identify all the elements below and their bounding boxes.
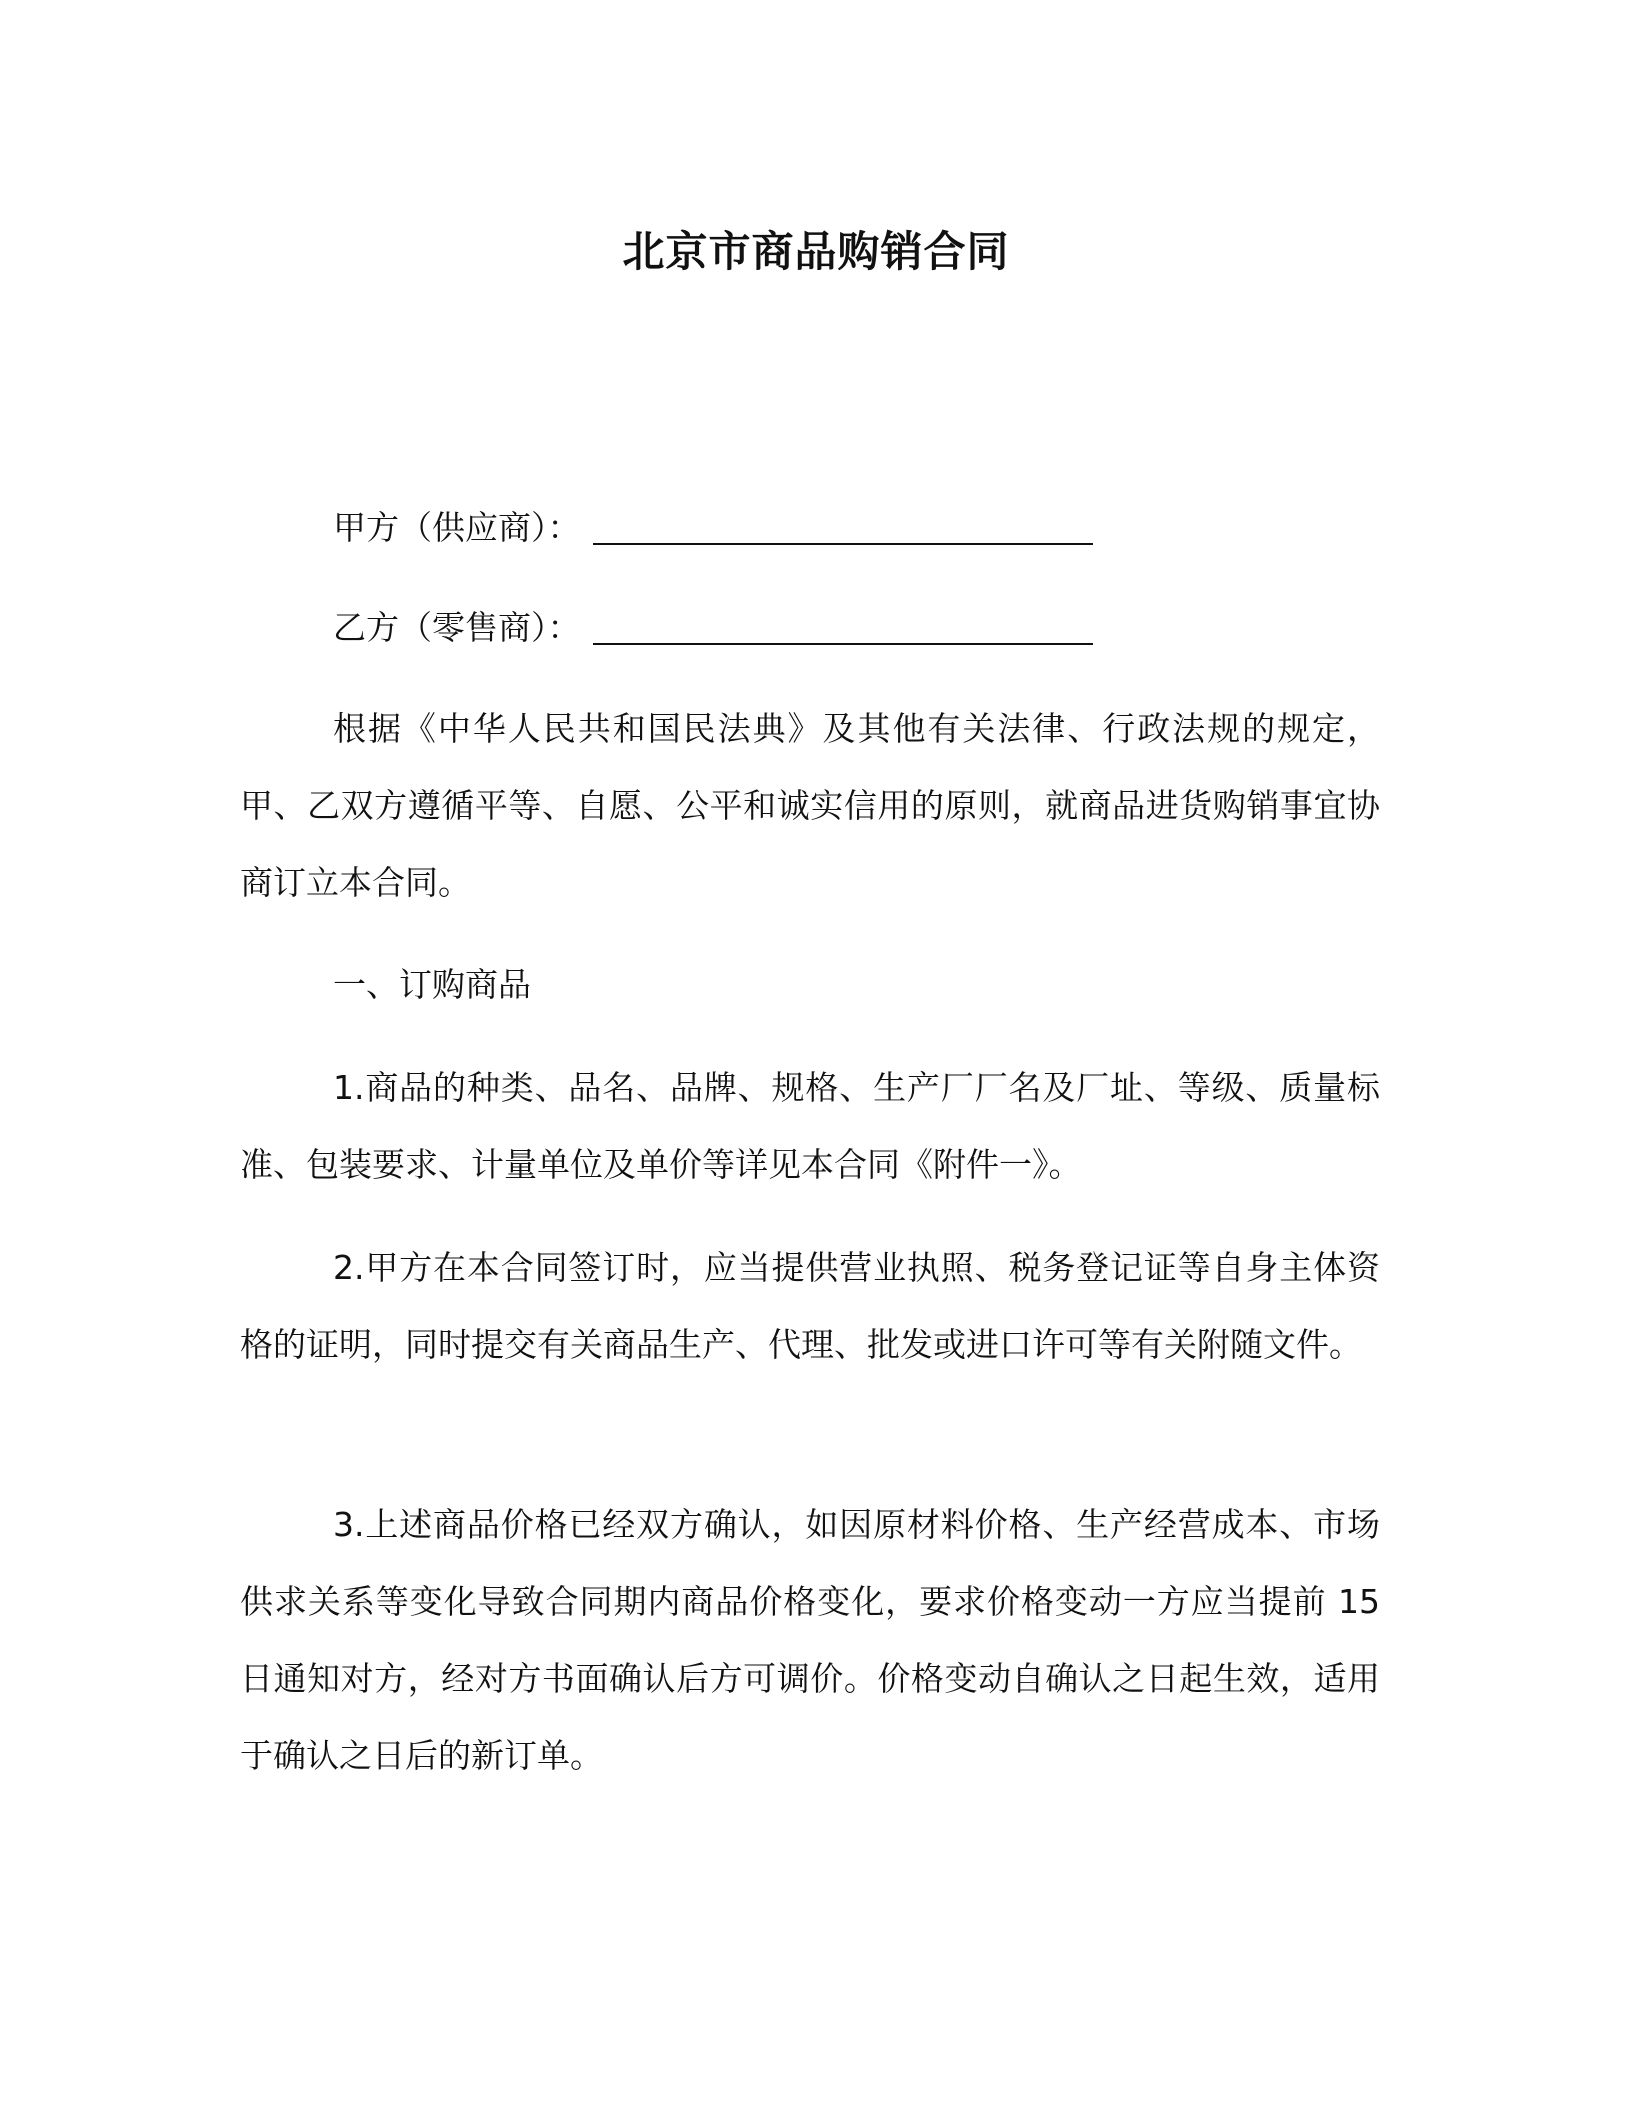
party-b-label: 乙方（零售商）： [333, 608, 581, 647]
clause-3-paragraph: 3.上述商品价格已经双方确认，如因原材料价格、生产经营成本、市场供求关系等变化导致合同期内商品价格变化，要求价格变动一方应当提前 15 日通知对方，经对方书面确认后方可调价。价格变动自确认之日起生效，适用于确认之日后的新订单。 [240, 1505, 1380, 1775]
party-b-line [333, 603, 1093, 653]
preamble-paragraph: 根据《中华人民共和国民法典》及其他有关法律、行政法规的规定，甲、乙双方遵循平等、自愿、公平和诚实信用的原则，就商品进货购销事宜协商订立本合同。 [240, 709, 1380, 902]
clause-1-paragraph: 1.商品的种类、品名、品牌、规格、生产厂厂名及厂址、等级、质量标准、包装要求、计量单位及单价等详见本合同《附件一》。 [240, 1068, 1380, 1184]
party-a-blank-line [593, 513, 1093, 545]
party-a-label: 甲方（供应商）： [333, 508, 581, 547]
section-1-heading: 一、订购商品 [333, 965, 531, 1004]
clause-2-paragraph: 2.甲方在本合同签订时，应当提供营业执照、税务登记证等自身主体资格的证明，同时提交有关商品生产、代理、批发或进口许可等有关附随文件。 [240, 1248, 1380, 1364]
party-a-line [333, 503, 1093, 553]
document-title: 北京市商品购销合同 [622, 227, 1010, 276]
party-b-blank-line [593, 613, 1093, 645]
